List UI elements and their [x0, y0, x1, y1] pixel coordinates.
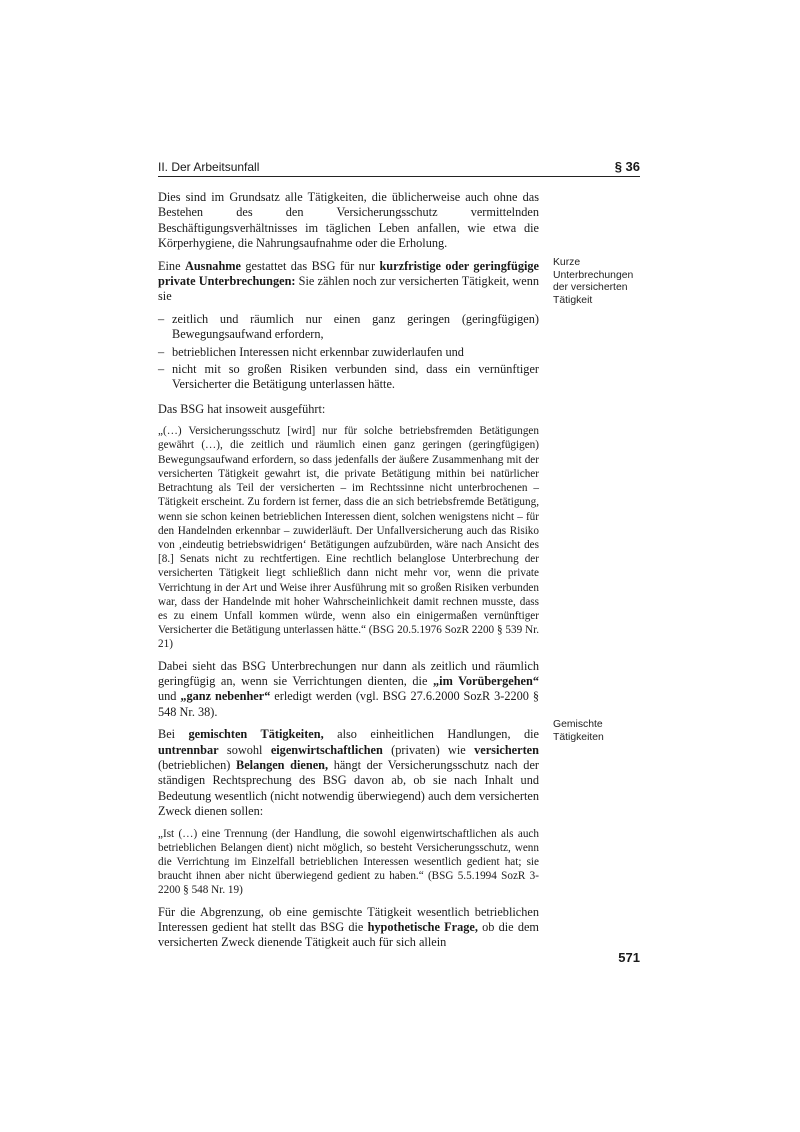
dash-bullet: – — [158, 311, 165, 326]
bold-term: kurzfristige oder geringfügige private Unterbrechungen: — [158, 258, 540, 289]
main-text — [158, 190, 539, 958]
list-item: – nicht mit so großen Risiken verbunden sind, dass ein vernünftiger Versicherter die Betätigung unterlassen hätte. — [158, 362, 539, 392]
bold-term: „im Vorübergehen“ — [433, 673, 539, 688]
paragraph-everyday-activities: Dies sind im Grundsatz alle Tätigkeiten, die üblicherweise auch ohne das Bestehen des den Versicherungsschutz vermittelnden Beschäftigungsverhältnisses im täglichen Leben anfallen, wie etwa die Körperhygiene, die Nahrungsaufnahme oder die Erholung. — [158, 190, 539, 251]
bold-term: Belangen dienen, — [236, 757, 329, 772]
list-item: – zeitlich und räumlich nur einen ganz geringen (geringfügigen) Bewegungsaufwand erfordern, — [158, 311, 539, 342]
bold-term: Ausnahme — [184, 258, 241, 273]
paragraph-bsg-intro: Das BSG hat insoweit ausgeführt: — [158, 401, 326, 416]
quote-bsg-1976: „(…) Versicherungsschutz [wird] nur für solche betriebsfremden Betätigungen gewährt (…), die zeitlich und räumlich einen ganz geringen (geringfügigen) Bewegungsaufwand erfordern, so dass jedenfalls der äußere Zusammenhang mit der versicherten Tätigkeit gewahrt ist, die private Betätigung mithin bei natürlicher Betrachtung als Teil der versicherten – im Rechtssinne nicht unterbrochenen – Tätigkeit erscheint. Zu fordern ist ferner, dass die an sich betriebsfremde Betätigung, wenn sie schon keinen betrieblichen Interessen dient, solchen wenigstens nicht – für den Handelnden erkennbar – zuwiderläuft. Der Unfallversicherung auch das Risiko von ‚eindeutig betriebswidrigen‘ Betätigungen aufzubürden, wäre nach Ansicht des [8.] Senats nicht zu rechtfertigen. Eine rechtlich belanglose Unterbrechung der versicherten Tätigkeit liegt schließlich dann nicht mehr vor, wenn die private Verrichtung in der Art und Weise ihrer Ausführung mit so großen Risiken verbunden war, dass der Handelnde mit hoher Wahrscheinlichkeit damit rechnen musste, dass es zu einem Unfall kommen würde, wenn also ein einigermaßen vernünftiger Versicherter die Betätigung unterlassen hätte.“ (BSG 20.5.1976 SozR 2200 § 539 Nr. 21) — [158, 425, 539, 651]
paragraph-mixed-activities: Bei gemischten Tätigkeiten, also einheitlichen Handlungen, die untrennbar sowohl eigenwirtschaftlichen (privaten) wie versicherten (betrieblichen) Belangen dienen, hängt der Versicherungsschutz nach der ständigen Rechtsprechung des BSG davon ab, ob sie nach Inhalt und Bedeutung wesentlich (nicht notwendig überwiegend) auch dem versicherten Zweck dienen sollen: — [158, 727, 539, 819]
page-number: 571 — [618, 950, 640, 965]
running-header — [158, 158, 640, 177]
section-number: § 36 — [614, 159, 640, 174]
dash-bullet: – — [158, 362, 165, 377]
margin-note-mixed-activities: Gemischte Tätigkeiten — [553, 719, 604, 743]
bold-term: „ganz nebenher“ — [180, 689, 271, 704]
dash-bullet: – — [158, 344, 165, 359]
quote-bsg-1994: „Ist (…) eine Trennung (der Handlung, die sowohl eigenwirtschaftlichen als auch betrieblichen Belangen dient) nicht möglich, so besteht Versicherungsschutz, wenn die Verrichtung im Einzelfall betrieblichen Interessen wesentlich gedient hat; sie braucht ihnen aber nicht überwiegend gedient zu haben.“ (BSG 5.5.1994 SozR 3-2200 § 548 Nr. 19) — [158, 827, 539, 897]
bold-term: untrennbar — [158, 742, 219, 757]
bold-term: eigenwirtschaftlichen — [270, 742, 383, 757]
bold-term: gemischten Tätigkeiten, — [188, 727, 324, 742]
paragraph-hypothetical-question: Für die Abgrenzung, ob eine gemischte Tätigkeit wesentlich betrieblichen Interessen gedient hat stellt das BSG die hypothetische Frage, ob die dem versicherten Zweck dienende Tätigkeit auch für sich allein — [158, 904, 539, 950]
margin-note-short-breaks: Kurze Unterbrechungen der versicherten Tätigkeit — [553, 257, 634, 306]
chapter-title: II. Der Arbeitsunfall — [158, 160, 260, 174]
bold-term: hypothetische Frage, — [367, 920, 478, 935]
list-item: – betrieblichen Interessen nicht erkennbar zuwiderlaufen und — [158, 344, 464, 359]
paragraph-exception: Eine Ausnahme gestattet das BSG für nur kurzfristige oder geringfügige private Unterbrechungen: Sie zählen noch zur versicherten Tätigkeit, wenn sie — [158, 258, 540, 304]
conditions-list — [158, 312, 539, 393]
bold-term: versicherten — [474, 742, 539, 757]
paragraph-minor-interruptions: Dabei sieht das BSG Unterbrechungen nur dann als zeitlich und räumlich geringfügig an, wenn sie Verrichtungen dienten, die „im Vorübergehen“ und „ganz nebenher“ erledigt werden (vgl. BSG 27.6.2000 SozR 3-2200 § 548 Nr. 38). — [158, 658, 539, 719]
